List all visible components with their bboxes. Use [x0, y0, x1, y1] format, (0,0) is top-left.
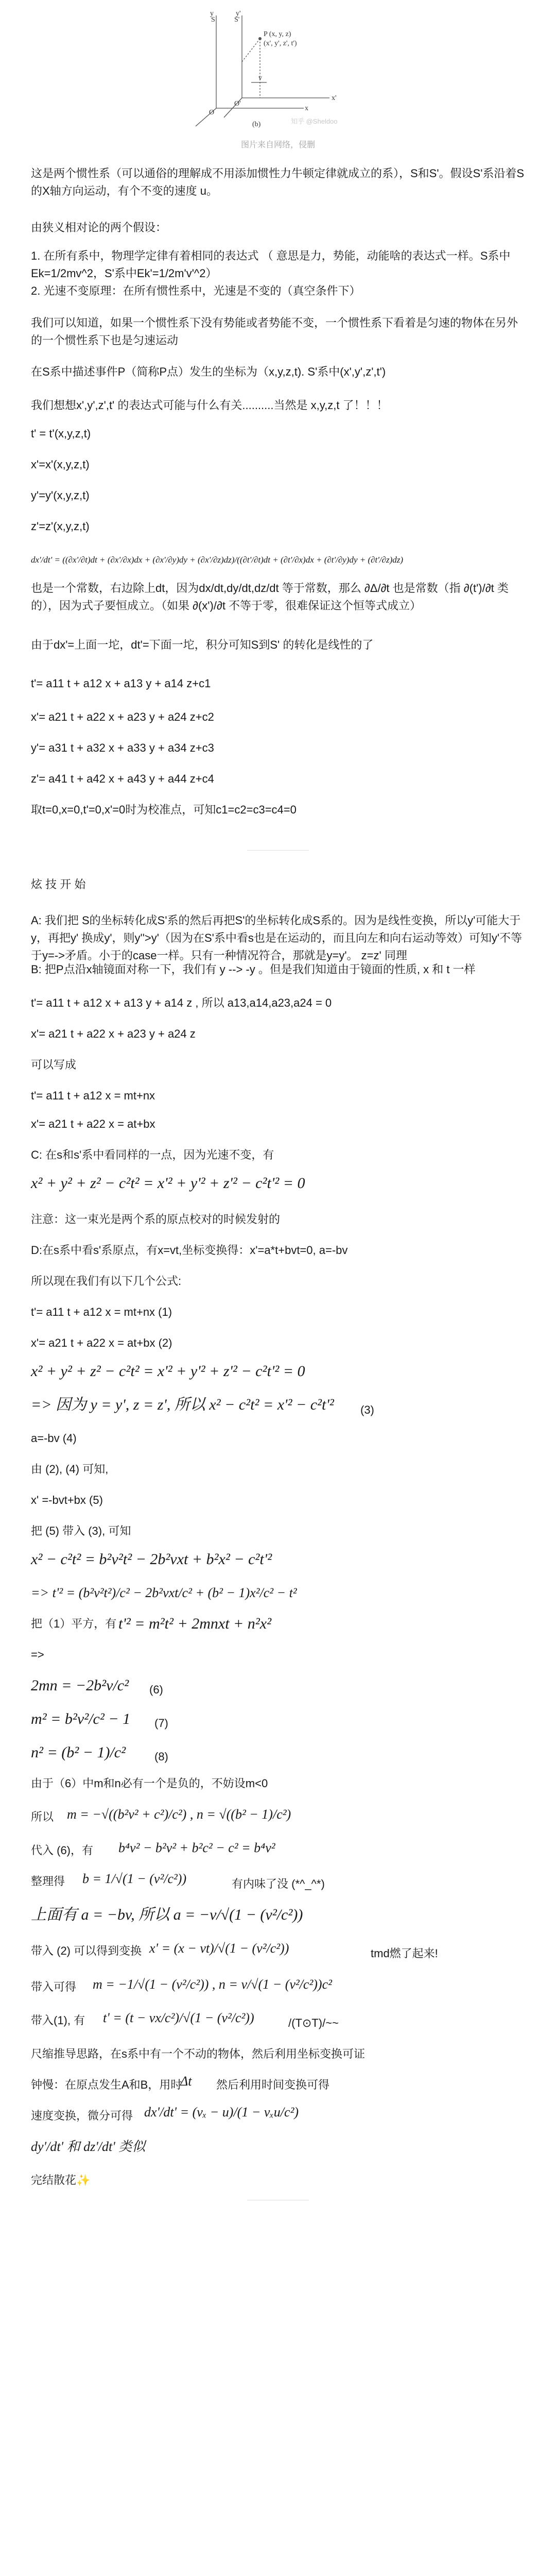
- text-line-16: y'= a31 t + a32 x + a33 y + a34 z+c3: [31, 741, 214, 754]
- label-p1: P (x, y, z): [264, 30, 291, 38]
- text-line-37: a=-bv (4): [31, 1432, 77, 1445]
- label-v: v: [258, 74, 262, 82]
- text-line-4: 我们可以知道，如果一个惯性系下没有势能或者势能不变，一个惯性系下看着是匀速的物体在另外的一个惯性系下也是匀速运动: [31, 316, 518, 347]
- label-x: x: [305, 105, 308, 112]
- text-line-6: 我们想想x',y',z',t' 的表达式可能与什么有关..........当然是 x,y,z,t 了！！！: [31, 399, 388, 412]
- text-line-73: 速度变换，微分可得: [31, 2109, 133, 2122]
- text-line-35: => 因为 y = y', z = z', 所以 x² − c²t² = x'² − c²t'²: [31, 1396, 334, 1413]
- text-line-36: (3): [360, 1403, 374, 1416]
- text-line-76: 完结散花✨: [31, 2174, 91, 2187]
- text-line-31: 所以现在我们有以下几个公式:: [31, 1275, 182, 1287]
- text-line-15: x'= a21 t + a22 x + a23 y + a24 z+c2: [31, 710, 214, 723]
- text-line-47: (6): [149, 1683, 163, 1696]
- text-line-43: 把（1）平方，有: [31, 1617, 117, 1630]
- text-line-2: 1. 在所有系中，物理学定律有着相同的表达式 （ 意思是力，势能，动能啥的表达式一样。S系中 Ek=1/2mv^2，S'系中Ek'=1/2m'v'^2）: [31, 249, 511, 280]
- text-line-61: 带入 (2) 可以得到变换: [31, 1944, 142, 1957]
- text-line-42: => t'² = (b²v²t²)/c² − 2b²vxt/c² + (b² − 1)x²/c² − t²: [31, 1585, 297, 1600]
- text-line-49: (7): [154, 1717, 168, 1730]
- text-line-21: B: 把P点沿x轴镜面对称一下，我们有 y --> -y 。但是我们知道由于镜面的性质, x 和 t 一样: [31, 963, 476, 976]
- text-line-0: 这是两个惯性系（可以通俗的理解成不用添加惯性力牛顿定律就成立的系），S和S'。假设S'系沿着S的X轴方向运动，有个不变的速度 u。: [31, 167, 525, 197]
- label-xprime: x': [332, 94, 337, 102]
- text-line-3: 2. 光速不变原理：在所有惯性系中，光速是不变的（真空条件下）: [31, 284, 361, 297]
- text-line-19: 炫 技 开 始: [31, 878, 86, 891]
- text-line-68: /(T⊙T)/~~: [288, 2016, 339, 2029]
- text-line-66: 带入(1), 有: [31, 2014, 85, 2027]
- label-p2: (x', y', z', t'): [264, 40, 297, 47]
- text-line-64: 带入可得: [31, 1980, 77, 1993]
- text-line-69: 尺缩推导思路，在s系中有一个不动的物体，然后利用坐标变换可证: [31, 2047, 366, 2060]
- text-line-57: 整理得: [31, 1875, 65, 1888]
- label-yprime: y': [236, 10, 241, 18]
- text-line-52: 由于（6）中m和n必有一个是负的，不妨设m<0: [31, 1777, 268, 1790]
- text-line-67: t' = (t − vx/c²)/√(1 − (v²/c²)): [103, 2010, 254, 2025]
- text-line-20: A: 我们把 S的坐标转化成S'系的然后再把S'的坐标转化成S系的。因为是线性变换，所以y'可能大于y，再把y' 换成y'，则y''>y'（因为在S'系中看s也是在运动的，而且向左和向右运动等效）可知y'不等于y=->矛盾。小于的case一样。只有一种情况符合，那就是y=y'。 z=z' 同理: [31, 914, 523, 962]
- text-line-12: 也是一个常数，右边除上dt，因为dx/dt,dy/dt,dz/dt 等于常数，那么 ∂Δ/∂t 也是常数（指 ∂(t')/∂t 类的），因为式子要恒成立。（如果 ∂(x')/∂t 不等于零，很难保证这个恒等式成立）: [31, 582, 509, 612]
- section-divider: [247, 850, 309, 851]
- text-line-48: m² = b²v²/c² − 1: [31, 1710, 131, 1727]
- text-line-63: tmd燃了起来!: [371, 1947, 438, 1960]
- text-line-9: y'=y'(x,y,z,t): [31, 489, 90, 502]
- reference-frames-diagram: [185, 0, 371, 129]
- text-line-32: t'= a11 t + a12 x = mt+nx (1): [31, 1306, 172, 1318]
- text-line-8: x'=x'(x,y,z,t): [31, 458, 90, 471]
- text-line-25: t'= a11 t + a12 x = mt+nx: [31, 1089, 155, 1102]
- text-line-71: Δt: [180, 2074, 192, 2089]
- text-line-58: b = 1/√(1 − (v²/c²)): [82, 1871, 187, 1886]
- text-line-30: D:在s系中看s'系原点，有x=vt,坐标变换得：x'=a*t+bvt=0, a=-bv: [31, 1244, 348, 1257]
- text-line-62: x' = (x − vt)/√(1 − (v²/c²)): [149, 1941, 289, 1956]
- text-line-5: 在S系中描述事件P（简称P点）发生的坐标为（x,y,z,t). S'系中(x',y',z',t'): [31, 365, 386, 378]
- figure-caption: 图片来自网络，侵删: [240, 141, 315, 149]
- label-fig: (b): [252, 121, 261, 128]
- image-watermark: 知乎 @Sheldoo: [291, 117, 338, 125]
- text-line-74: dx'/dt' = (vₓ − u)/(1 − vₓu/c²): [144, 2105, 299, 2120]
- text-line-54: m = −√((b²v² + c²)/c²) , n = √((b² − 1)/c²): [67, 1807, 291, 1822]
- text-line-50: n² = (b² − 1)/c²: [31, 1744, 126, 1761]
- text-line-41: x² − c²t² = b²v²t² − 2b²vxt + b²x² − c²t'²: [31, 1551, 272, 1568]
- text-line-7: t' = t'(x,y,z,t): [31, 427, 91, 440]
- figure: [185, 0, 371, 129]
- text-line-29: 注意：这一束光是两个系的原点校对的时候发射的: [31, 1213, 281, 1226]
- text-line-59: 有内味了没 (*^_^*): [232, 1877, 325, 1890]
- text-line-38: 由 (2), (4) 可知,: [31, 1463, 109, 1476]
- text-line-56: b⁴v² − b²v² + b²c² − c² = b⁴v²: [118, 1840, 275, 1855]
- label-o: O: [209, 109, 215, 116]
- label-oprime: O': [234, 100, 241, 108]
- text-line-13: 由于dx'=上面一坨，dt'=下面一坨，积分可知S到S' 的转化是线性的了: [31, 638, 374, 651]
- text-line-65: m = −1/√(1 − (v²/c²)) , n = v/√(1 − (v²/c²))c²: [93, 1977, 332, 1992]
- text-line-26: x'= a21 t + a22 x = at+bx: [31, 1117, 155, 1130]
- text-line-45: =>: [31, 1648, 44, 1661]
- text-line-46: 2mn = −2b²v/c²: [31, 1677, 129, 1694]
- text-line-60: 上面有 a = −bv, 所以 a = −v/√(1 − (v²/c²)): [31, 1906, 303, 1923]
- text-line-40: 把 (5) 带入 (3), 可知: [31, 1524, 131, 1537]
- text-line-53: 所以: [31, 1810, 54, 1823]
- text-line-27: C: 在s和s'系中看同样的一点，因为光速不变，有: [31, 1148, 274, 1161]
- text-line-11: dx'/dt' = ((∂x'/∂t)dt + (∂x'/∂x)dx + (∂x'/∂y)dy + (∂x'/∂z)dz)/((∂t'/∂t)dt + (∂t'/∂x)dx + (∂t'/∂y)dy + (∂t'/∂z)dz): [31, 555, 404, 565]
- text-line-10: z'=z'(x,y,z,t): [31, 520, 90, 533]
- text-line-55: 代入 (6)，有: [31, 1844, 94, 1857]
- text-line-44: t'² = m²t² + 2mnxt + n²x²: [118, 1615, 272, 1632]
- text-line-22: t'= a11 t + a12 x + a13 y + a14 z , 所以 a13,a14,a23,a24 = 0: [31, 996, 332, 1009]
- text-line-1: 由狭义相对论的两个假设：: [31, 221, 167, 234]
- text-line-75: dy'/dt' 和 dz'/dt' 类似: [31, 2139, 146, 2154]
- text-line-14: t'= a11 t + a12 x + a13 y + a14 z+c1: [31, 677, 211, 690]
- text-line-33: x'= a21 t + a22 x = at+bx (2): [31, 1336, 172, 1349]
- text-line-24: 可以写成: [31, 1058, 77, 1071]
- label-sprime: S': [234, 16, 240, 24]
- text-line-23: x'= a21 t + a22 x + a23 y + a24 z: [31, 1027, 196, 1040]
- event-point: [258, 37, 262, 40]
- text-line-70: 钟慢：在原点发生A和B，用时: [31, 2078, 182, 2091]
- text-line-17: z'= a41 t + a42 x + a43 y + a44 z+c4: [31, 772, 214, 785]
- text-line-72: 然后利用时间变换可得: [216, 2078, 330, 2091]
- text-line-39: x' =-bvt+bx (5): [31, 1494, 103, 1506]
- label-s: S: [211, 16, 215, 24]
- label-y: y: [210, 10, 214, 18]
- text-line-28: x² + y² + z² − c²t² = x'² + y'² + z'² − c²t'² = 0: [31, 1175, 305, 1192]
- text-line-51: (8): [154, 1750, 168, 1763]
- text-line-34: x² + y² + z² − c²t² = x'² + y'² + z'² − c²t'² = 0: [31, 1363, 305, 1380]
- text-line-18: 取t=0,x=0,t'=0,x'=0时为校准点，可知c1=c2=c3=c4=0: [31, 803, 297, 816]
